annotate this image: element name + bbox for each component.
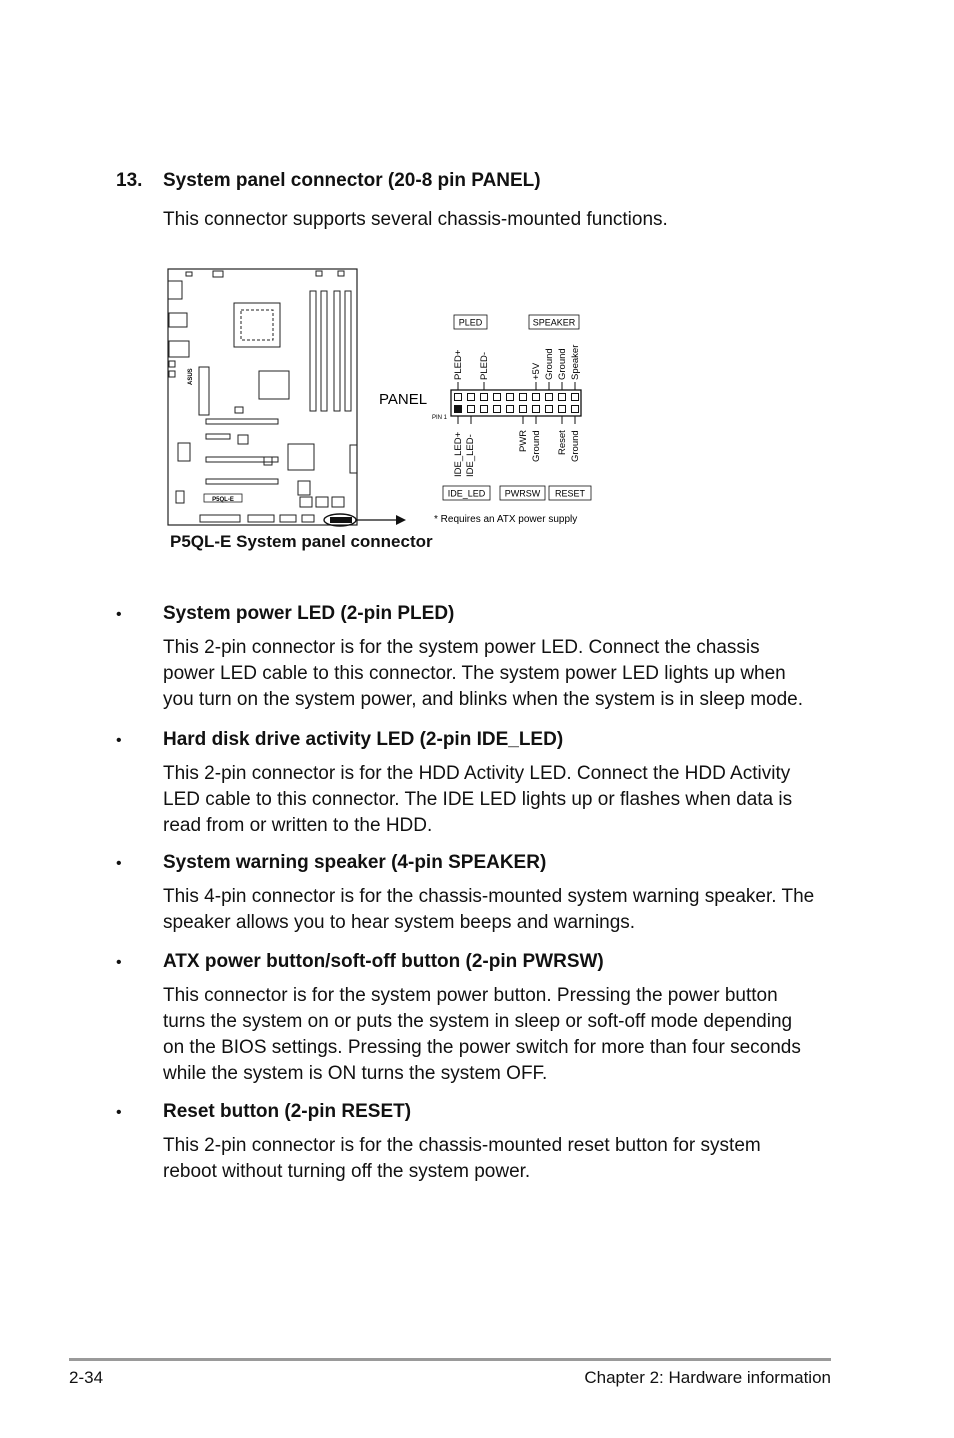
- header-pin: [572, 406, 579, 413]
- item-title: System power LED (2-pin PLED): [163, 603, 455, 624]
- header-pin: [455, 394, 462, 401]
- pin-label-pled-plus: PLED+: [453, 349, 464, 380]
- section-description: This connector supports several chassis-mounted functions.: [163, 209, 668, 230]
- header-pin: [494, 394, 501, 401]
- panel-label: PANEL: [379, 391, 428, 408]
- header-pin: [546, 394, 553, 401]
- item-title: System warning speaker (4-pin SPEAKER): [163, 852, 547, 873]
- header-pins: [455, 382, 579, 424]
- footer-divider: [69, 1358, 831, 1361]
- header-pin: [546, 406, 553, 413]
- pin-label-pled-minus: PLED-: [479, 352, 490, 380]
- header-pin: [481, 406, 488, 413]
- bullet: •: [116, 954, 122, 971]
- bullet: •: [116, 732, 122, 749]
- header-pin: [559, 406, 566, 413]
- header-pin: [468, 394, 475, 401]
- header-pin: [520, 394, 527, 401]
- section-title: System panel connector (20-8 pin PANEL): [163, 170, 541, 191]
- item-body: This connector is for the system power button. Pressing the power button turns the system on or puts the system in sleep or soft-off mode depending on the BIOS settings. Pressing the power switch for more than four seconds while the system is ON turns the system OFF.: [163, 985, 801, 1084]
- section-number: 13.: [116, 170, 143, 191]
- header-pin: [520, 406, 527, 413]
- pin-label-pwr-ground: Ground: [531, 430, 542, 462]
- bullet: •: [116, 1104, 122, 1121]
- chapter-title: Chapter 2: Hardware information: [584, 1368, 831, 1387]
- pin-label-ide-led-minus: IDE_LED-: [465, 434, 476, 477]
- header-pin: [533, 406, 540, 413]
- ide-led-box-label: IDE_LED: [447, 488, 486, 499]
- pin-label-reset: Reset: [557, 430, 568, 455]
- board-model-label: P5QL-E: [212, 497, 234, 503]
- footnote: * Requires an ATX power supply: [434, 514, 578, 525]
- pin-label-ground-2: Ground: [557, 348, 568, 380]
- header-pin: [468, 406, 475, 413]
- header-pin: [533, 394, 540, 401]
- speaker-box-label: SPEAKER: [532, 317, 576, 328]
- bullet: •: [116, 855, 122, 872]
- item-title: ATX power button/soft-off button (2-pin PWRSW): [163, 951, 604, 972]
- pin-label-speaker: Speaker: [570, 344, 581, 380]
- pled-box-label: PLED: [458, 317, 483, 328]
- panel-pinout-diagram: [372, 300, 612, 530]
- header-pin: [481, 394, 488, 401]
- figure-caption: P5QL-E System panel connector: [170, 532, 433, 551]
- item-title: Reset button (2-pin RESET): [163, 1101, 412, 1122]
- header-pin: [507, 406, 514, 413]
- pin-label-ground-1: Ground: [544, 348, 555, 380]
- pin-label-ide-led-plus: IDE_LED+: [453, 431, 464, 477]
- header-pin: [494, 406, 501, 413]
- header-pin: [455, 406, 462, 413]
- board-logo: ASUS: [188, 368, 194, 385]
- pin1-label: PIN 1: [432, 415, 448, 421]
- item-body: This 2-pin connector is for the HDD Activity LED. Connect the HDD Activity LED cable to this connector. The IDE LED lights up or flashes when data is read from or written to the HDD.: [163, 763, 793, 836]
- item-body: This 4-pin connector is for the chassis-mounted system warning speaker. The speaker allows you to hear system beeps and warnings.: [163, 886, 815, 933]
- header-pin: [572, 394, 579, 401]
- pin-label-5v: +5V: [531, 362, 542, 380]
- page-number: 2-34: [69, 1368, 104, 1387]
- header-pin: [507, 394, 514, 401]
- pwrsw-box-label: PWRSW: [504, 488, 541, 499]
- header-pin: [559, 394, 566, 401]
- motherboard-diagram: [166, 267, 406, 529]
- item-body: This 2-pin connector is for the chassis-mounted reset button for system reboot without turning off the system power.: [163, 1135, 761, 1182]
- item-body: This 2-pin connector is for the system power LED. Connect the chassis power LED cable to this connector. The system power LED lights up when you turn on the system power, and blinks when the system is in sleep mode.: [163, 637, 803, 710]
- reset-box-label: RESET: [554, 488, 586, 499]
- pin-label-reset-ground: Ground: [570, 430, 581, 462]
- pin-label-pwr: PWR: [518, 429, 529, 452]
- item-title: Hard disk drive activity LED (2-pin IDE_LED): [163, 729, 564, 750]
- bullet: •: [116, 606, 122, 623]
